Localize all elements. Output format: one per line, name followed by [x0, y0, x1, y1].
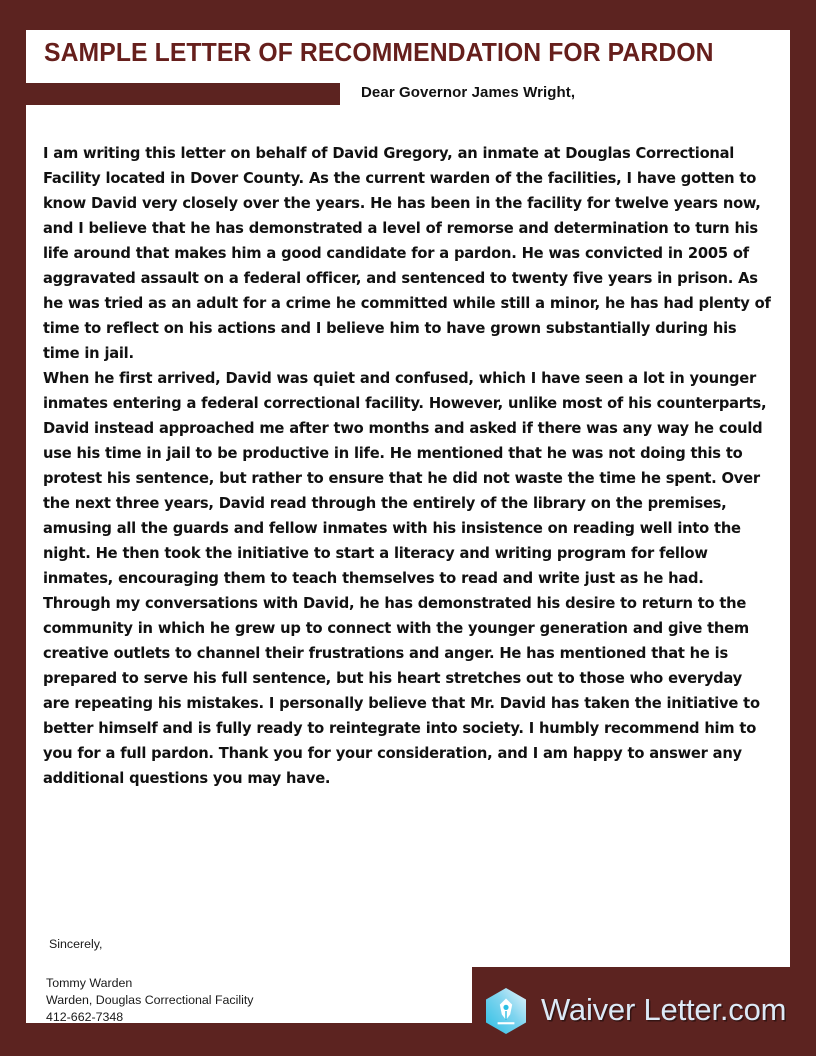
signature-block: [46, 936, 254, 1026]
header-accent-bar: [0, 83, 340, 105]
brand-name: Waiver Letter.com: [541, 992, 787, 1027]
sign-off: Sincerely,: [49, 937, 103, 951]
signer-name: Tommy Warden: [46, 976, 133, 990]
hexagon-pen-nib-icon: [484, 987, 528, 1035]
salutation: Dear Governor James Wright,: [361, 84, 576, 101]
title-band: [26, 30, 790, 83]
brand-footer: [472, 967, 816, 1056]
page-title: SAMPLE LETTER OF RECOMMENDATION FOR PARDON: [44, 39, 714, 67]
letter-sheet: [26, 30, 790, 1023]
signer-phone: 412-662-7348: [46, 1010, 124, 1024]
letter-paragraph: Through my conversations with David, he has demonstrated his desire to return to the community in which he grew up to connect with the younger generation and give them creative outlets to channel their frustrations and anger. He has mentioned that he is prepared to serve his full sentence, but his heart stretches out to those who everyday are repeating his mistakes. I personally believe that Mr. David has taken the initiative to better himself and is fully ready to reintegrate into society. I humbly recommend him to you for a full pardon. Thank you for your consideration, and I am happy to answer any additional questions you may have.: [43, 595, 760, 787]
letter-paragraph: When he first arrived, David was quiet and confused, which I have seen a lot in younger inmates entering a federal correctional facility. However, unlike most of his counterparts, David instead approached me after two months and asked if there was any way he could use his time in jail to be productive in life. He mentioned that he was not doing this to protest his sentence, but rather to ensure that he did not waste the time he spent. Over the next three years, David read through the entirely of the library on the premises, amusing all the guards and fellow inmates with his insistence on reading well into the night. He then took the initiative to start a literacy and writing program for fellow inmates, encouraging them to teach themselves to read and write just as he had.: [43, 370, 767, 587]
letter-paragraph: I am writing this letter on behalf of David Gregory, an inmate at Douglas Correctional Facility located in Dover County. As the current warden of the facilities, I have gotten to know David very closely over the years. He has been in the facility for twelve years now, and I believe that he has demonstrated a level of remorse and determination to turn his life around that makes him a good candidate for a pardon. He was convicted in 2005 of aggravated assault on a federal officer, and sentenced to twenty five years in prison. As he was tried as an adult for a crime he committed while still a minor, he has had plenty of time to reflect on his actions and I believe him to have grown substantially during his time in jail.: [43, 145, 771, 362]
letter-body: [43, 141, 773, 791]
signer-title: Warden, Douglas Correctional Facility: [46, 993, 254, 1007]
